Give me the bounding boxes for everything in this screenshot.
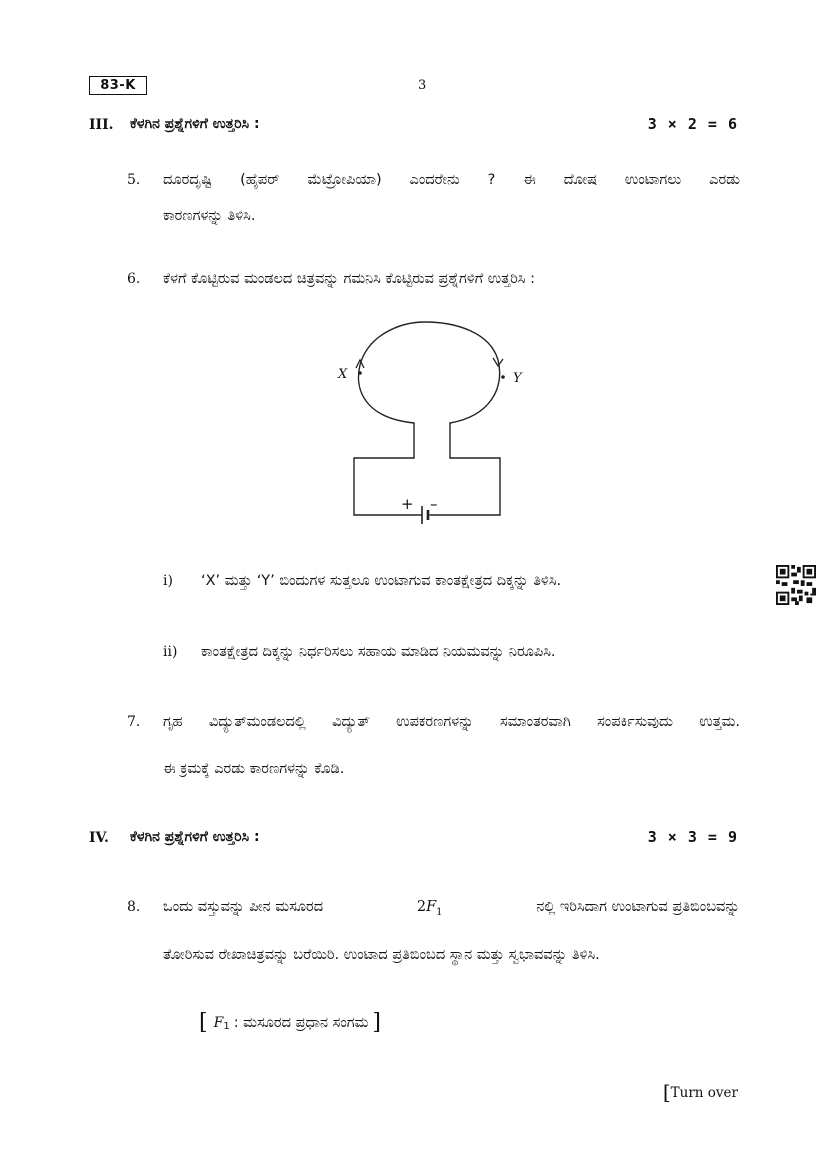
q8-sub1: 1 (436, 906, 443, 918)
section-IV-numeral: IV. (89, 830, 109, 846)
paper-code: 83-K (89, 76, 147, 95)
note-open-bracket: [ (199, 1010, 208, 1035)
q5-line2: ಕಾರಣಗಳನ್ನು ತಿಳಿಸಿ. (163, 208, 256, 224)
q6-number: 6. (127, 271, 141, 287)
battery-minus: – (430, 495, 438, 513)
q8-number: 8. (127, 899, 141, 915)
q7-line2: ಈ ಕ್ರಮಕ್ಕೆ ಎರಡು ಕಾರಣಗಳನ್ನು ಕೊಡಿ. (163, 761, 345, 777)
note-close-bracket: ] (372, 1010, 382, 1035)
point-y-dot (501, 375, 505, 379)
q7-line1: ಗೃಹ ವಿದ್ಯುತ್‌ಮಂಡಲದಲ್ಲಿ ವಿದ್ಯುತ್ ಉಪಕರಣಗಳನ್ನು ಸಮಾಂತರವಾಗಿ ಸಂಪರ್ಕಿಸುವುದು ಉತ್ತಮ. (163, 714, 740, 730)
q6-sub-ii-number: ii) (163, 644, 178, 660)
q8-note (199, 1010, 381, 1035)
circuit-diagram (330, 310, 520, 525)
turn-over (663, 1080, 738, 1104)
note-text: : ಮಸೂರದ ಪ್ರಧಾನ ಸಂಗಮ (233, 1014, 369, 1031)
q6-sub-ii-text: ಕಾಂತಕ್ಷೇತ್ರದ ದಿಕ್ಕನ್ನು ನಿರ್ಧರಿಸಲು ಸಹಾಯ ಮಾಡಿದ ನಿಯಮವನ್ನು ನಿರೂಪಿಸಿ. (201, 644, 556, 660)
q8-line1-part-b: ನಲ್ಲಿ ಇರಿಸಿದಾಗ ಉಂಟಾಗುವ ಪ್ರತಿಬಿಂಬವನ್ನು (536, 899, 740, 915)
q7-number: 7. (127, 714, 141, 730)
point-x-dot (358, 371, 362, 375)
q8-line2: ತೋರಿಸುವ ರೇಖಾಚಿತ್ರವನ್ನು ಬರೆಯಿರಿ. ಉಂಟಾದ ಪ್ರತಿಬಿಂಬದ ಸ್ಥಾನ ಮತ್ತು ಸ್ವಭಾವವನ್ನು ತಿಳಿಸಿ. (163, 947, 600, 963)
note-f: F (213, 1014, 224, 1031)
page-number: 3 (418, 78, 427, 93)
q5-number: 5. (127, 172, 141, 188)
section-III-title: ಕೆಳಗಿನ ಪ್ರಶ್ನೆಗಳಿಗೆ ಉತ್ತರಿಸಿ : (130, 116, 260, 132)
section-IV-title: ಕೆಳಗಿನ ಪ್ರಶ್ನೆಗಳಿಗೆ ಉತ್ತರಿಸಿ : (130, 829, 260, 845)
note-sub1: 1 (223, 1021, 230, 1032)
q8-line1 (163, 897, 740, 923)
q8-two: 2 (416, 899, 427, 915)
label-x: X (338, 367, 348, 382)
q8-f: F (426, 899, 437, 915)
q5-line1: ದೂರದೃಷ್ಟಿ (ಹೈಪರ್ ಮೆಟ್ರೋಪಿಯಾ) ಎಂದರೇನು ? ಈ ದೋಷ ಉಂಟಾಗಲು ಎರಡು (163, 172, 740, 188)
turn-over-text: Turn over (670, 1085, 738, 1101)
qr-code-icon (776, 565, 816, 605)
q6-text: ಕೆಳಗೆ ಕೊಟ್ಟಿರುವ ಮಂಡಲದ ಚಿತ್ರವನ್ನು ಗಮನಿಸಿ ಕೊಟ್ಟಿರುವ ಪ್ರಶ್ನೆಗಳಿಗೆ ಉತ್ತರಿಸಿ : (163, 271, 535, 287)
right-wire (430, 423, 500, 515)
q8-2f1 (417, 897, 443, 923)
q6-sub-i-number: i) (163, 573, 173, 589)
coil-loop (359, 322, 500, 423)
q6-sub-i-text: ‘X’ ಮತ್ತು ‘Y’ ಬಿಂದುಗಳ ಸುತ್ತಲೂ ಉಂಟಾಗುವ ಕಾಂತಕ್ಷೇತ್ರದ ದಿಕ್ಕನ್ನು ತಿಳಿಸಿ. (201, 573, 562, 589)
turn-over-bracket: [ (662, 1080, 671, 1104)
battery-plus: + (401, 495, 414, 513)
section-III-marks: 3 × 2 = 6 (647, 115, 738, 133)
section-IV-marks: 3 × 3 = 9 (647, 828, 738, 846)
q8-line1-part-a: ಒಂದು ವಸ್ತುವನ್ನು ಪೀನ ಮಸೂರದ (163, 899, 324, 915)
section-III-numeral: III. (89, 117, 114, 133)
label-y: Y (513, 371, 522, 386)
